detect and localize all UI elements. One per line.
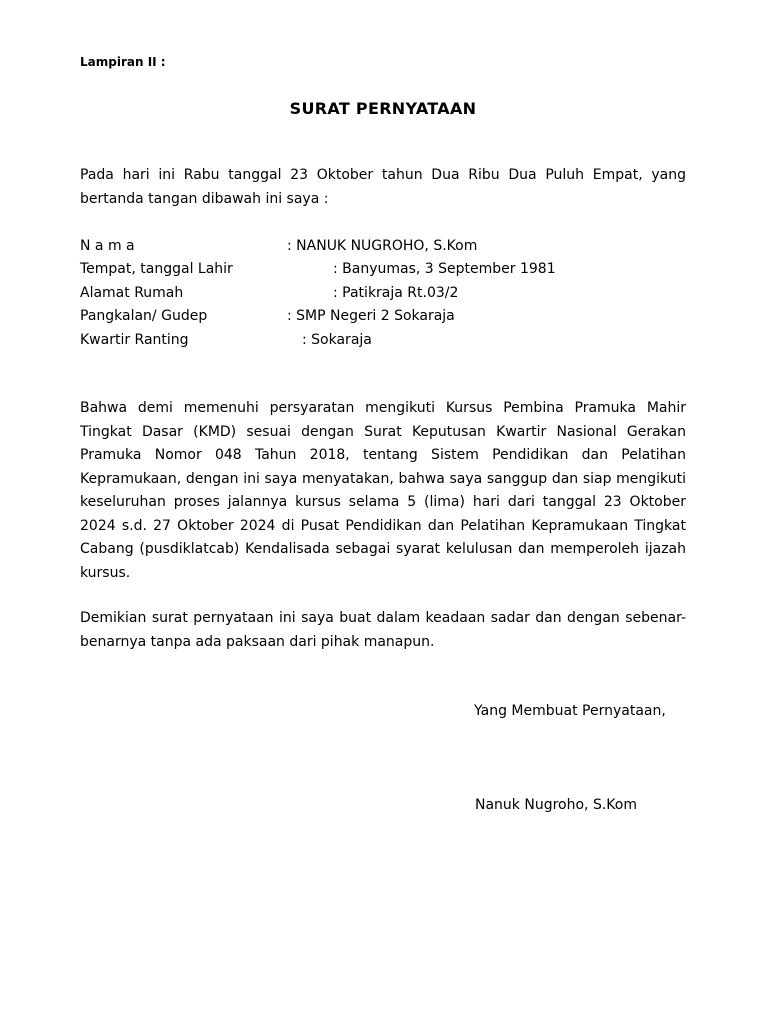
signature-name: Nanuk Nugroho, S.Kom [475, 797, 637, 813]
statement-paragraph: Bahwa demi memenuhi persyaratan mengikuti Kursus Pembina Pramuka Mahir Tingkat Dasar (KMD) sesuai dengan Surat Keputusan Kwartir Nasional Gerakan Pramuka Nomor 048 Tahun 2018, tentang Sistem Pendidikan dan Pelatihan Kepramukaan, dengan ini saya menyatakan, bahwa saya sanggup dan siap mengikuti keseluruhan proses jalannya kursus selama 5 (lima) hari dari tanggal 23 Oktober 2024 s.d. 27 Oktober 2024 di Pusat Pendidikan dan Pelatihan Kepramukaan Tingkat Cabang (pusdiklatcab) Kendalisada sebagai syarat kelulusan dan memperoleh ijazah kursus. [80, 400, 686, 581]
document-title: SURAT PERNYATAAN [289, 99, 477, 118]
field-value: : SMP Negeri 2 Sokaraja [287, 308, 455, 324]
field-label: Tempat, tanggal Lahir [80, 261, 233, 277]
opening-paragraph: Pada hari ini Rabu tanggal 23 Oktober tahun Dua Ribu Dua Puluh Empat, yang bertanda tangan dibawah ini saya : [80, 167, 686, 207]
field-value: : NANUK NUGROHO, S.Kom [287, 238, 478, 254]
field-value: : Patikraja Rt.03/2 [333, 285, 459, 301]
field-value: : Sokaraja [302, 332, 372, 348]
field-label: Alamat Rumah [80, 285, 184, 301]
attachment-label: Lampiran II : [80, 55, 166, 69]
field-label: Pangkalan/ Gudep [80, 308, 208, 324]
field-label: N a m a [80, 238, 135, 254]
field-label: Kwartir Ranting [80, 332, 189, 348]
signature-heading: Yang Membuat Pernyataan, [474, 703, 666, 719]
closing-paragraph: Demikian surat pernyataan ini saya buat dalam keadaan sadar dan dengan sebenar-benarnya tanpa ada paksaan dari pihak manapun. [80, 610, 686, 650]
field-value: : Banyumas, 3 September 1981 [333, 261, 556, 277]
